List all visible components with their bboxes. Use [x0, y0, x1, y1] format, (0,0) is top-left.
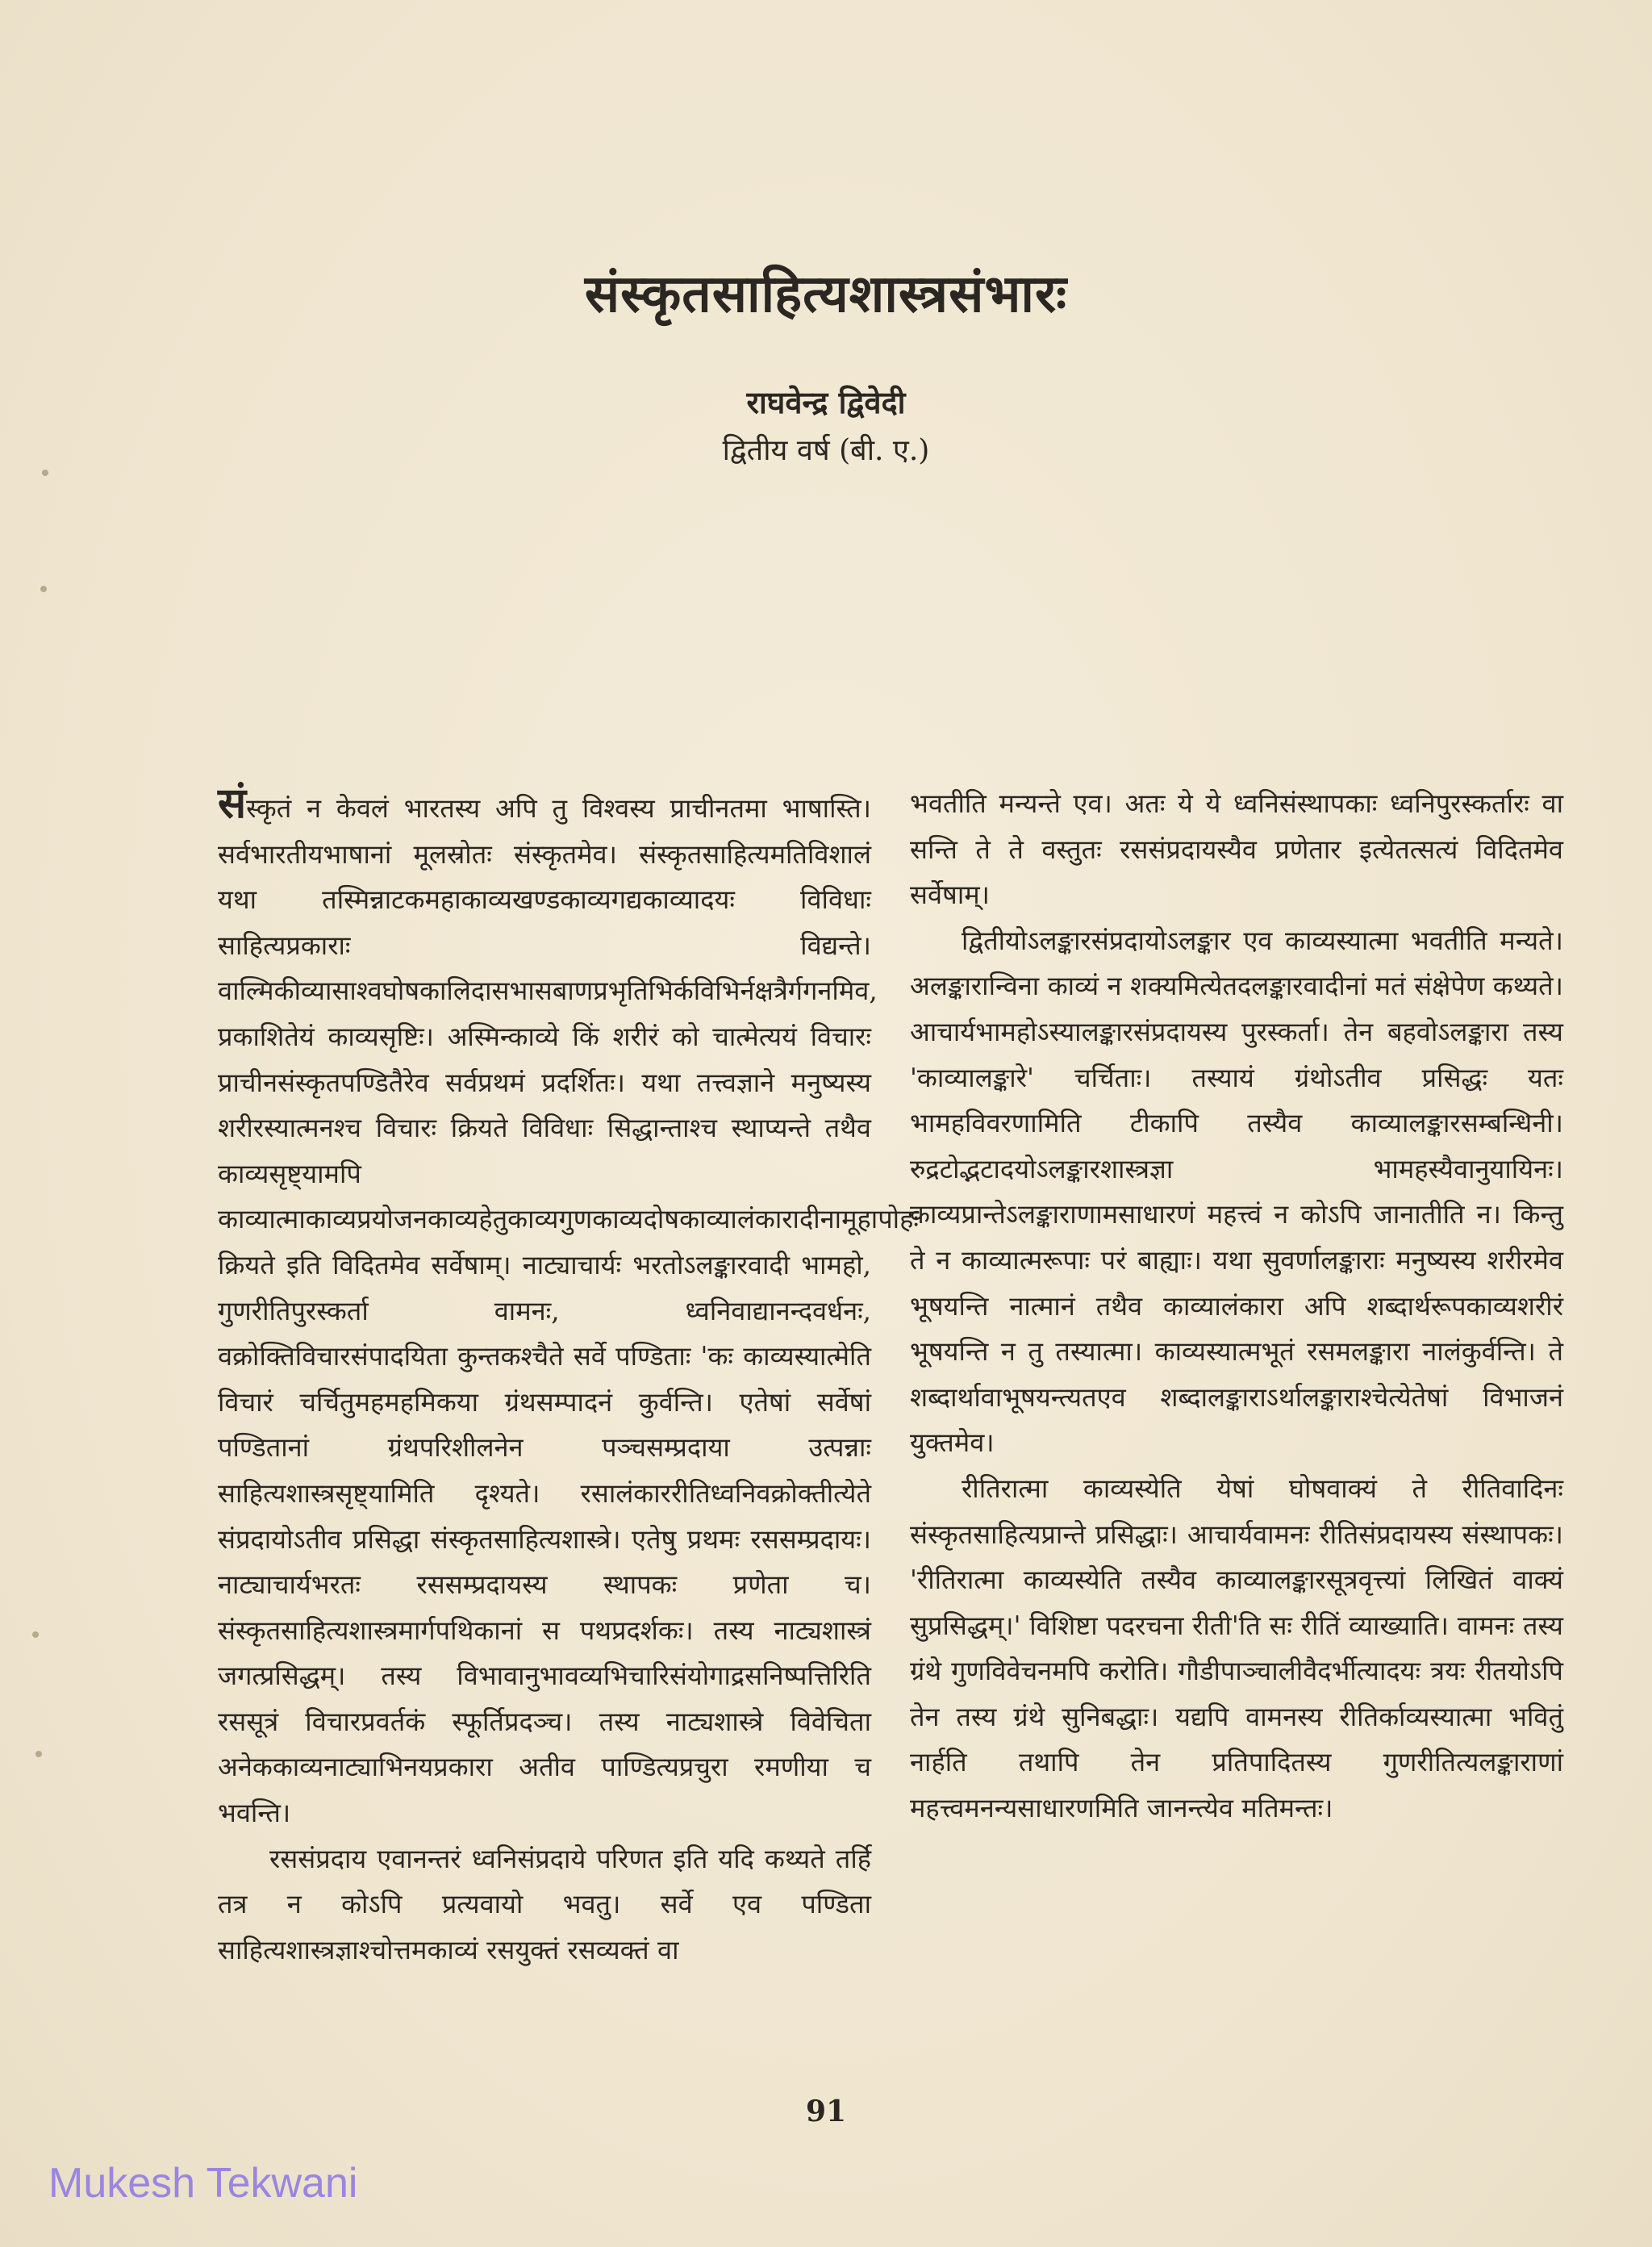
- author-name: राघवेन्द्र द्विवेदी: [746, 384, 906, 420]
- watermark-text: Mukesh Tekwani: [48, 2160, 358, 2207]
- drop-cap: सं: [218, 779, 247, 828]
- paragraph: रससंप्रदाय एवानन्तरं ध्वनिसंप्रदाये परिणत इति यदि कथ्यते तर्हि तत्र न कोऽपि प्रत्यवायो भवतु। सर्वे एव पण्डिता साहित्यशास्त्रज्ञाश्चोत्तमकाव्यं रसयुक्तं रसव्यक्तं वा: [218, 1843, 871, 1965]
- paragraph: [218, 779, 919, 1836]
- right-text-column: [910, 781, 1563, 1831]
- paper-speck: [40, 586, 47, 592]
- page-number: 91: [805, 2095, 847, 2128]
- paragraph: भवतीति मन्यन्ते एव। अतः ये ये ध्वनिसंस्थापकाः ध्वनिपुरस्कर्तारः वा सन्ति ते ते वस्तुतः रससंप्रदायस्यैव प्रणेतार इत्येतत्सत्यं विदितमेव सर्वेषाम्।: [910, 788, 1563, 911]
- article-title: संस्कृतसाहित्यशास्त्रसंभारः: [584, 264, 1068, 324]
- paragraph: द्वितीयोऽलङ्कारसंप्रदायोऽलङ्कार एव काव्यस्यात्मा भवतीति मन्यते। अलङ्कारान्विना काव्यं न शक्यमित्येतदलङ्कारवादीनां मतं संक्षेपेण कथ्यते। आचार्यभामहोऽस्यालङ्कारसंप्रदायस्य पुरस्कर्ता। तेन बहवोऽलङ्कारा तस्य 'काव्यालङ्कारे' चर्चिताः। तस्यायं ग्रंथोऽतीव प्रसिद्धः यतः भामहविवरणामिति टीकापि तस्यैव काव्यालङ्कारसम्बन्धिनी। रुद्रटोद्भटादयोऽलङ्कारशास्त्रज्ञा भामहस्यैवानुयायिनः। काव्यप्रान्तेऽलङ्काराणामसाधारणं महत्त्वं न कोऽपि जानातीति न। किन्तु ते न काव्यात्मरूपाः परं बाह्याः। यथा सुवर्णालङ्काराः मनुष्यस्य शरीरमेव भूषयन्ति नात्मानं तथैव काव्यालंकारा अपि शब्दार्थरूपकाव्यशरीरं भूषयन्ति न तु तस्यात्मा। काव्यस्यात्मभूतं रसमलङ्कारा नालंकुर्वन्ति। ते शब्दार्थावाभूषयन्त्यतएव शब्दालङ्काराऽर्थालङ्काराश्चेत्येतेषां विभाजनं युक्तमेव।: [910, 925, 1563, 1459]
- paper-speck: [32, 1631, 39, 1638]
- paragraph: रीतिरात्मा काव्यस्येति येषां घोषवाक्यं ते रीतिवादिनः संस्कृतसाहित्यप्रान्ते प्रसिद्धाः। आचार्यवामनः रीतिसंप्रदायस्य संस्थापकः। 'रीतिरात्मा काव्यस्येति तस्यैव काव्यालङ्कारसूत्रवृत्त्यां लिखितं वाक्यं सुप्रसिद्धम्।' विशिष्टा पदरचना रीती'ति सः रीतिं व्याख्याति। वामनः तस्य ग्रंथे गुणविवेचनमपि करोति। गौडीपाञ्चालीवैदर्भीत्यादयः त्रयः रीतयोऽपि तेन तस्य ग्रंथे सुनिबद्धाः। यद्यपि वामनस्य रीतिर्काव्यस्यात्मा भवितुं नार्हति तथापि तेन प्रतिपादितस्य गुणरीतित्यलङ्काराणां महत्त्वमनन्यसाधारणमिति जानन्त्येव मतिमन्तः।: [910, 1472, 1563, 1824]
- left-text-column: [218, 779, 919, 1973]
- paper-speck: [42, 470, 48, 476]
- author-class-year: द्वितीय वर्ष (बी. ए.): [722, 434, 930, 467]
- paper-speck: [35, 1751, 42, 1757]
- paragraph-text: स्कृतं न केवलं भारतस्य अपि तु विश्वस्य प्राचीनतमा भाषास्ति। सर्वभारतीयभाषानां मूलस्रोतः संस्कृतमेव। संस्कृतसाहित्यमतिविशालं यथा तस्मिन्नाटकमहाकाव्यखण्डकाव्यगद्यकाव्यादयः विविधाः साहित्यप्रकाराः विद्यन्ते। वाल्मिकीव्यासाश्वघोषकालिदासभासबाणप्रभृतिभिर्कविभिर्नक्षत्रैर्गगनमिव, प्रकाशितेयं काव्यसृष्टिः। अस्मिन्काव्ये किं शरीरं को चात्मेत्ययं विचारः प्राचीनसंस्कृतपण्डितैरेव सर्वप्रथमं प्रदर्शितः। यथा तत्त्वज्ञाने मनुष्यस्य शरीरस्यात्मनश्च विचारः क्रियते विविधाः सिद्धान्ताश्च स्थाप्यन्ते तथैव काव्यसृष्ट्यामपि काव्यात्माकाव्यप्रयोजनकाव्यहेतुकाव्यगुणकाव्यदोषकाव्यालंकारादीनामूहापोहः क्रियते इति विदितमेव सर्वेषाम्। नाट्याचार्यः भरतोऽलङ्कारवादी भामहो, गुणरीतिपुरस्कर्ता वामनः, ध्वनिवाद्यानन्दवर्धनः, वक्रोक्तिविचारसंपादयिता कुन्तकश्चैते सर्वे पण्डिताः 'कः काव्यस्यात्मेति विचारं चर्चितुमहमहमिकया ग्रंथसम्पादनं कुर्वन्ति। एतेषां सर्वेषां पण्डितानां ग्रंथपरिशीलनेन पञ्चसम्प्रदाया उत्पन्नाः साहित्यशास्त्रसृष्ट्यामिति दृश्यते। रसालंकाररीतिध्वनिवक्रोक्तीत्येते संप्रदायोऽतीव प्रसिद्धा संस्कृतसाहित्यशास्त्रे। एतेषु प्रथमः रससम्प्रदायः। नाट्याचार्यभरतः रससम्प्रदायस्य स्थापकः प्रणेता च। संस्कृतसाहित्यशास्त्रमार्गपथिकानां स पथप्रदर्शकः। तस्य नाट्यशास्त्रं जगत्प्रसिद्धम्। तस्य विभावानुभावव्यभिचारिसंयोगाद्रसनिष्पत्तिरिति रससूत्रं विचारप्रवर्तकं स्फूर्तिप्रदञ्च। तस्य नाट्यशास्त्रे विवेचिता अनेककाव्यनाट्याभिनयप्रकारा अतीव पाण्डित्यप्रचुरा रमणीया च भवन्ति।: [218, 793, 919, 1829]
